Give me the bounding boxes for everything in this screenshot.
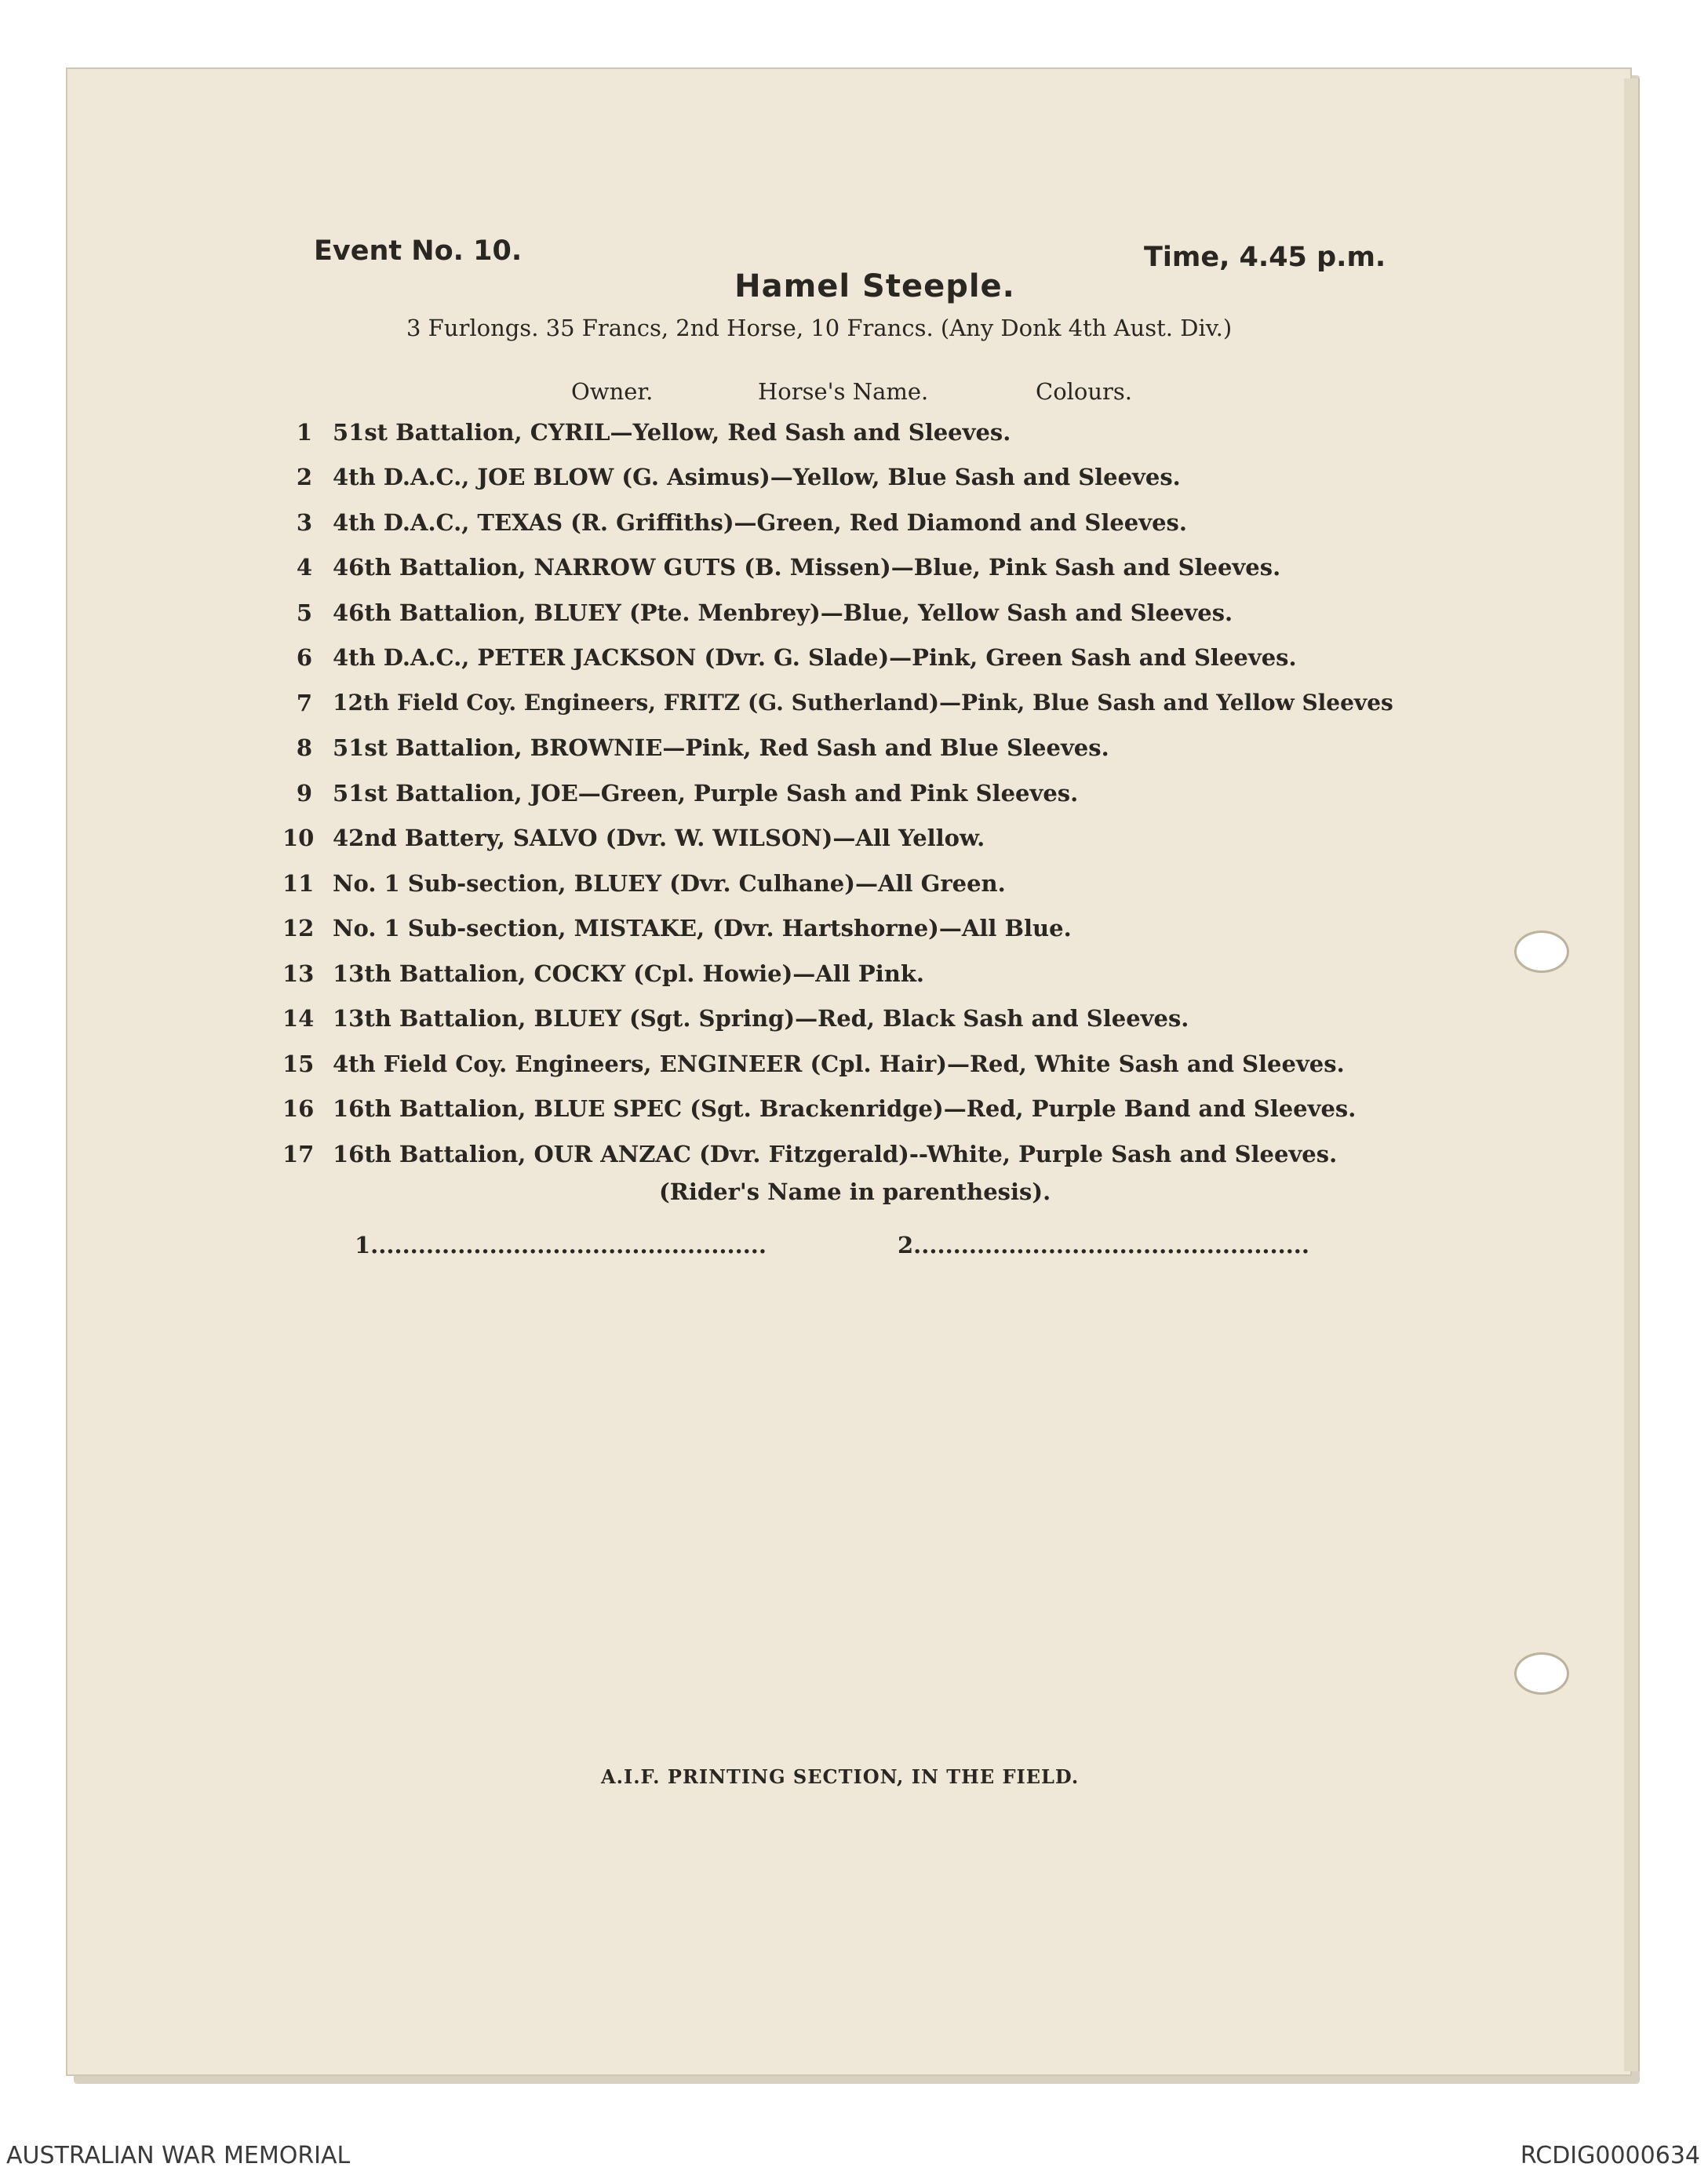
entry-details: 16th Battalion, OUR ANZAC (Dvr. Fitzgerald)--White, Purple Sash and Sleeves. [333, 1140, 1338, 1167]
entry-row [282, 951, 1393, 996]
entry-number: 5 [296, 599, 312, 626]
entry-number: 4 [296, 554, 312, 581]
entry-row [282, 861, 1393, 906]
entry-number: 2 [296, 464, 312, 491]
footer-catalogue-id: RCDIG0000634 [1520, 2142, 1700, 2169]
entry-details: No. 1 Sub-section, BLUEY (Dvr. Culhane)—All Green. [333, 869, 1006, 897]
column-horse-name: Horse's Name. [758, 378, 929, 405]
entry-details: 12th Field Coy. Engineers, FRITZ (G. Sutherland)—Pink, Blue Sash and Yellow Sleeves [333, 690, 1393, 716]
entry-number: 13 [282, 960, 315, 987]
entry-details: 16th Battalion, BLUE SPEC (Sgt. Brackenridge)—Red, Purple Band and Sleeves. [333, 1095, 1357, 1123]
entry-number: 17 [282, 1140, 315, 1167]
race-conditions: 3 Furlongs. 35 Francs, 2nd Horse, 10 Francs. (Any Donk 4th Aust. Div.) [406, 315, 1233, 341]
entry-details: 13th Battalion, COCKY (Cpl. Howie)—All Pink. [333, 960, 925, 987]
column-owner: Owner. [571, 378, 654, 405]
entry-details: 46th Battalion, NARROW GUTS (B. Missen)—Blue, Pink Sash and Sleeves. [333, 554, 1281, 581]
entry-number: 7 [296, 689, 312, 716]
footer-institution: AUSTRALIAN WAR MEMORIAL [6, 2142, 351, 2169]
entry-row [282, 726, 1393, 771]
rider-note: (Rider's Name in parenthesis). [659, 1178, 1051, 1205]
entry-row [282, 816, 1393, 861]
entry-row [282, 1087, 1393, 1132]
column-colours: Colours. [1036, 378, 1133, 405]
entry-row [282, 500, 1393, 545]
entry-row [282, 906, 1393, 952]
event-time: Time, 4.45 p.m. [1144, 242, 1386, 273]
entry-details: 51st Battalion, CYRIL—Yellow, Red Sash and Sleeves. [333, 418, 1011, 446]
entry-number: 16 [282, 1095, 315, 1123]
entry-row [282, 1131, 1393, 1177]
entry-details: No. 1 Sub-section, MISTAKE, (Dvr. Hartshorne)—All Blue. [333, 915, 1072, 942]
entry-row [282, 996, 1393, 1042]
entry-number: 3 [296, 508, 312, 536]
entry-row [282, 545, 1393, 591]
entry-row [282, 636, 1393, 681]
entry-details: 4th D.A.C., PETER JACKSON (Dvr. G. Slade)—Pink, Green Sash and Sleeves. [333, 644, 1297, 672]
placing-second: 2.................................................. [898, 1232, 1309, 1258]
entry-row [282, 590, 1393, 636]
entry-details: 13th Battalion, BLUEY (Sgt. Spring)—Red, Black Sash and Sleeves. [333, 1005, 1189, 1033]
paper-edge [1624, 78, 1640, 2071]
entry-details: 4th Field Coy. Engineers, ENGINEER (Cpl. Hair)—Red, White Sash and Sleeves. [333, 1050, 1345, 1077]
event-number: Event No. 10. [314, 235, 523, 267]
punch-hole-upper [1514, 931, 1569, 973]
entry-list [282, 410, 1393, 1177]
entry-row [282, 455, 1393, 501]
entry-details: 4th D.A.C., TEXAS (R. Griffiths)—Green, Red Diamond and Sleeves. [333, 508, 1187, 536]
printer-imprint: A.I.F. PRINTING SECTION, IN THE FIELD. [601, 1765, 1080, 1788]
entry-row [282, 770, 1393, 816]
entry-details: 46th Battalion, BLUEY (Pte. Menbrey)—Blue, Yellow Sash and Sleeves. [333, 599, 1233, 626]
entry-details: 4th D.A.C., JOE BLOW (G. Asimus)—Yellow, Blue Sash and Sleeves. [333, 464, 1181, 491]
entry-details: 42nd Battery, SALVO (Dvr. W. WILSON)—All Yellow. [333, 825, 985, 852]
punch-hole-lower [1514, 1652, 1569, 1695]
entry-details: 51st Battalion, JOE—Green, Purple Sash and Pink Sleeves. [333, 779, 1079, 807]
race-title: Hamel Steeple. [734, 268, 1015, 304]
entry-number: 11 [282, 869, 315, 897]
entry-row [282, 410, 1393, 455]
entry-number: 14 [282, 1005, 315, 1033]
entry-number: 10 [282, 825, 315, 852]
placing-first: 1.................................................. [355, 1232, 767, 1258]
entry-number: 12 [282, 915, 315, 942]
entry-number: 15 [282, 1050, 315, 1077]
entry-row [282, 680, 1393, 726]
entry-number: 8 [296, 734, 312, 762]
entry-number: 9 [296, 779, 312, 807]
entry-details: 51st Battalion, BROWNIE—Pink, Red Sash and Blue Sleeves. [333, 734, 1109, 762]
entry-number: 6 [296, 644, 312, 672]
entry-row [282, 1041, 1393, 1087]
entry-number: 1 [296, 418, 312, 446]
